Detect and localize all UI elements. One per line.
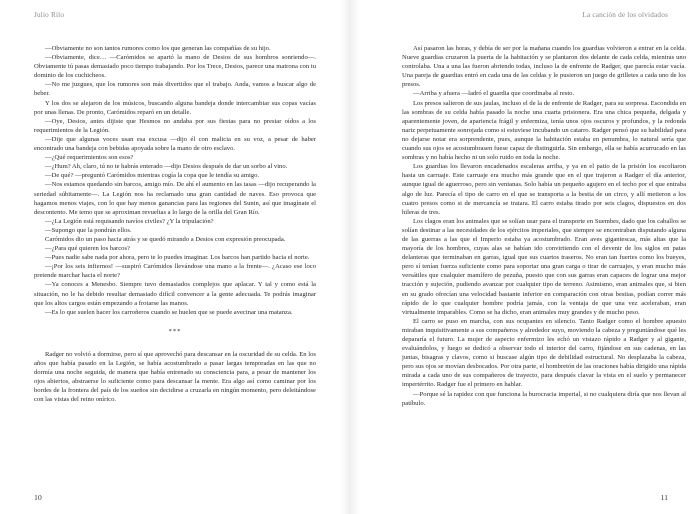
paragraph: —Obviamente, dice… —Carómidos se apartó la mano de Desios de sus hombros sonriendo—. Obviamente tú pasas demasiado poco tiempo trabajando. Por los Trece, Desios, parece una matrona con tu dominio de los cuchicheos. <box>34 54 316 80</box>
paragraph: Radger no volvió a dormirse, pero sí que aprovechó para descansar en la oscuridad de su celda. En los años que había pasado en la Legión, se había acostumbrado a pasar largas temporadas en las que no dormía una noche seguida, de manera que había entrenado su consciencia para, a pesar de mantener los ojos abiertos, abstraerse lo suficiente como para descansar la mente. Era algo así como caminar por los bordes de la frontera del país de los sueños sin decidirse a cruzarla en ningún momento, pero deleitándose con las vistas del reino onírico. <box>34 350 316 404</box>
paragraph: —De qué? —preguntó Carómidos mientras cogía la copa que le tendía su amigo. <box>45 172 260 180</box>
paragraph: —¿Hum? Ah, claro, tú no te habrás enterado —dijo Desios después de dar un sorbo al vino. <box>45 163 288 171</box>
paragraph: —No me juzgues, que los rumores son más divertidos que el trabajo. Anda, vamos a buscar algo de beber. <box>34 81 316 98</box>
right-page-body <box>402 44 686 408</box>
paragraph: —Porque sé la rapidez con que funciona la burocracia imperial, si no cualquiera diría que nos llevan al patíbulo. <box>402 390 686 407</box>
right-page <box>350 0 700 514</box>
paragraph: —Obviamente no son tantos rumores como los que generan las compañías de su hijo. <box>45 45 271 52</box>
page-number-right: 11 <box>660 493 668 502</box>
paragraph: —Supongo que la pondrán ellos. <box>45 226 132 234</box>
paragraph: —¡Por los seis infiernos! —suspiró Carómidos llevándose una mano a la frente—. ¿Acaso ese loco pretende marchar hacia el norte? <box>34 263 316 280</box>
paragraph: Así pasaron las horas, y debía de ser por la mañana cuando los guardias volvieron a entrar en la celda. Nueve guardias cruzaron la puerta de la habitación y se plantaron dos delante de cada celda, mientras uno controlaba. Una a una las fueron abriendo todas, incluso la de enfrente de Radger, que parecía estar vacía. Una pareja de guardias entró en cada una de las celdas y le pusieron un juego de grilletes a cada uno de los presos. <box>402 45 686 89</box>
paragraph: Los clagos eran los animales que se solían usar para el transporte en Suembes, dado que los caballos se solían destinar a las necesidades de los ejércitos imperiales, que siempre se encontraban disputando alguna de las guerras a las que el Imperio estaba ya acostumbrado. Eran aves gigantescas, más altas que la mayoría de los hombres, cuyas alas se habían ido convirtiendo con el devenir de los siglos en patas delanteras que terminaban en garras, igual que sus cuartos traseros. No eran tan fuertes como los bueyes, pero sí tenían fuerza suficiente como para soportar una gran carga o tirar de carruajes, y eran mucho más versátiles que cualquier mamífero de pezuña, puesto que con sus garras eran capaces de lograr una mejor tracción y sujeción, pudiendo avanzar por cualquier tipo de terreno. Asimismo, eran animales que, si bien en su grado ofrecían una velocidad bastante inferior en comparación con otras bestias, podían correr más rápido de lo que cualquier hombre podría jamás, con la ventaja de que una vez aceleraban, eran virtualmente imparables. Como se ha dicho, eran animales muy grandes y de mucho peso. <box>402 217 686 316</box>
paragraph: —Oye, Desios, antes dijiste que Hesmos no andaba por sus fiestas para no prestar oídos a los requerimientos de la Legión. <box>34 117 316 134</box>
paragraph: Los guardias los llevaron encadenados escaleras arriba, y ya en el patio de la prisión los escoltaron hasta un carruaje. Este carruaje era mucho más grande que en el que trajeron a Radger el día anterior, aunque igual de aguerroso, pero sin ventanas. Solo había un pequeño agujero en el techo por el que entraba algo de luz. Parecía el tipo de carro en el que se transporta a la bestia de un circo, y allí metieron a los cuatro presos como si de mercancía se tratara. El carro estaba tirado por seis clagos, dispuestos en dos hileras de tres. <box>402 163 686 216</box>
paragraph: Carómidos dio un paso hacia atrás y se quedó mirando a Desios con expresión preocupada. <box>45 235 286 243</box>
right-page-paragraphs <box>402 44 686 408</box>
paragraph: —¿Para qué quieren los barcos? <box>45 245 130 253</box>
running-head-author: Julio Rilo <box>34 11 65 19</box>
paragraph: —Dije que algunas voces usan esa excusa —dijo él con malicia en su voz, a pesar de haber encontrado una bandeja con bebidas apoyada sobre la mano de otro esclavo. <box>34 135 316 153</box>
paragraph: El carro se puso en marcha, con sus ocupantes en silencio. Tanto Radger como el hombre apuesto miraban inquisitivamente a sus compañeros y alrededor suyo, moviendo la cabeza y preguntándose qué les depararía el futuro. La mujer de aspecto enfermizo les echó un vistazo rápido a Radger y al gigante, evaluándolos, y luego se dedicó a observar todo el interior del carro, fijándose en sus cadenas, en las juntas, bisagras y clavos, como si buscase algún tipo de debilidad estructural. No desplazaba la cabeza, pero sus ojos se movían desbocados. Por otra parte, el hombretón de las oraciones había dirigido una rápida mirada a cada uno de sus compañeros de trayecto, para después clavar la vista en el suelo y permanecer impertérrito. Radger fue el primero en hablar. <box>402 317 687 389</box>
paragraph: —Es lo que suelen hacer los carroñeros cuando se huelen que se puede avecinar una matanza. <box>45 308 293 316</box>
paragraph: —Nos estamos quedando sin barcos, amigo mío. De ahí el aumento en las tasas —dijo recuperando la seriedad súbitamente—. La Legión nos ha reclamado una gran cantidad de naves. Eso provoca que hagamos menos viajes, con lo que hay menos ganancias para las regiones del Sunin, así que imagínate el descontento. Me temo que se aproximan revueltas a lo largo de la orilla del Gran Río. <box>34 181 316 216</box>
left-page-paragraphs-bottom <box>34 350 316 405</box>
paragraph: Los presos salieron de sus jaulas, incluso el de la de enfrente de Radger, para su sorpresa. Escondida en las sombras de su celda había pasado la noche una cuarta prisionera. Era una chica pequeña, delgada y aparentemente joven, de apariencia frágil y enfermiza, tenía unos ojos oscuros y profundos, y la redonda nariz perpetuamente sonrojada como si estuviese incubando un catarro. Radger pensó que su habilidad para no dejarse notar era sorprendente, pues, aunque la habitación estaba en penumbra, lo natural sería que cuando sus ojos se acostumbrasen fuese capaz de distinguirla. Sin embargo, ella se había acurrucado en las sombras y no había hecho ni un solo ruido en toda la noche. <box>402 99 686 162</box>
paragraph: —Ya conoces a Menesbo. Siempre tuvo demasiados complejos que aplacar. Y tal y como está la situación, no le ha debido resultar demasiado difícil convencer a la gente adecuada. Te podrás imaginar que los altos cargos están empezando a frotarse las manos. <box>34 281 316 307</box>
left-page-paragraphs-top <box>34 44 316 317</box>
paragraph: —¿Qué requerimientos son esos? <box>45 154 134 162</box>
left-page-body <box>34 44 316 404</box>
paragraph: —¿La Legión está requisando navíos civiles? ¿Y la tripulación? <box>45 217 214 225</box>
running-head-title: La canción de los olvidados <box>582 11 668 19</box>
section-separator: *** <box>168 327 182 335</box>
paragraph: Y los dos se alejaron de los músicos, buscando alguna bandeja donde intercambiar sus copas vacías por unas llenas. De pronto, Carómidos reparó en un detalle. <box>34 99 316 116</box>
paragraph: —Pues nadie sabe nada por ahora, pero te lo puedes imaginar. Los barcos han partido hacia el norte. <box>45 254 310 262</box>
paragraph: —Arriba y afuera —ladró el guardia que coordinaba al resto. <box>413 90 575 98</box>
page-number-left: 10 <box>34 493 42 502</box>
